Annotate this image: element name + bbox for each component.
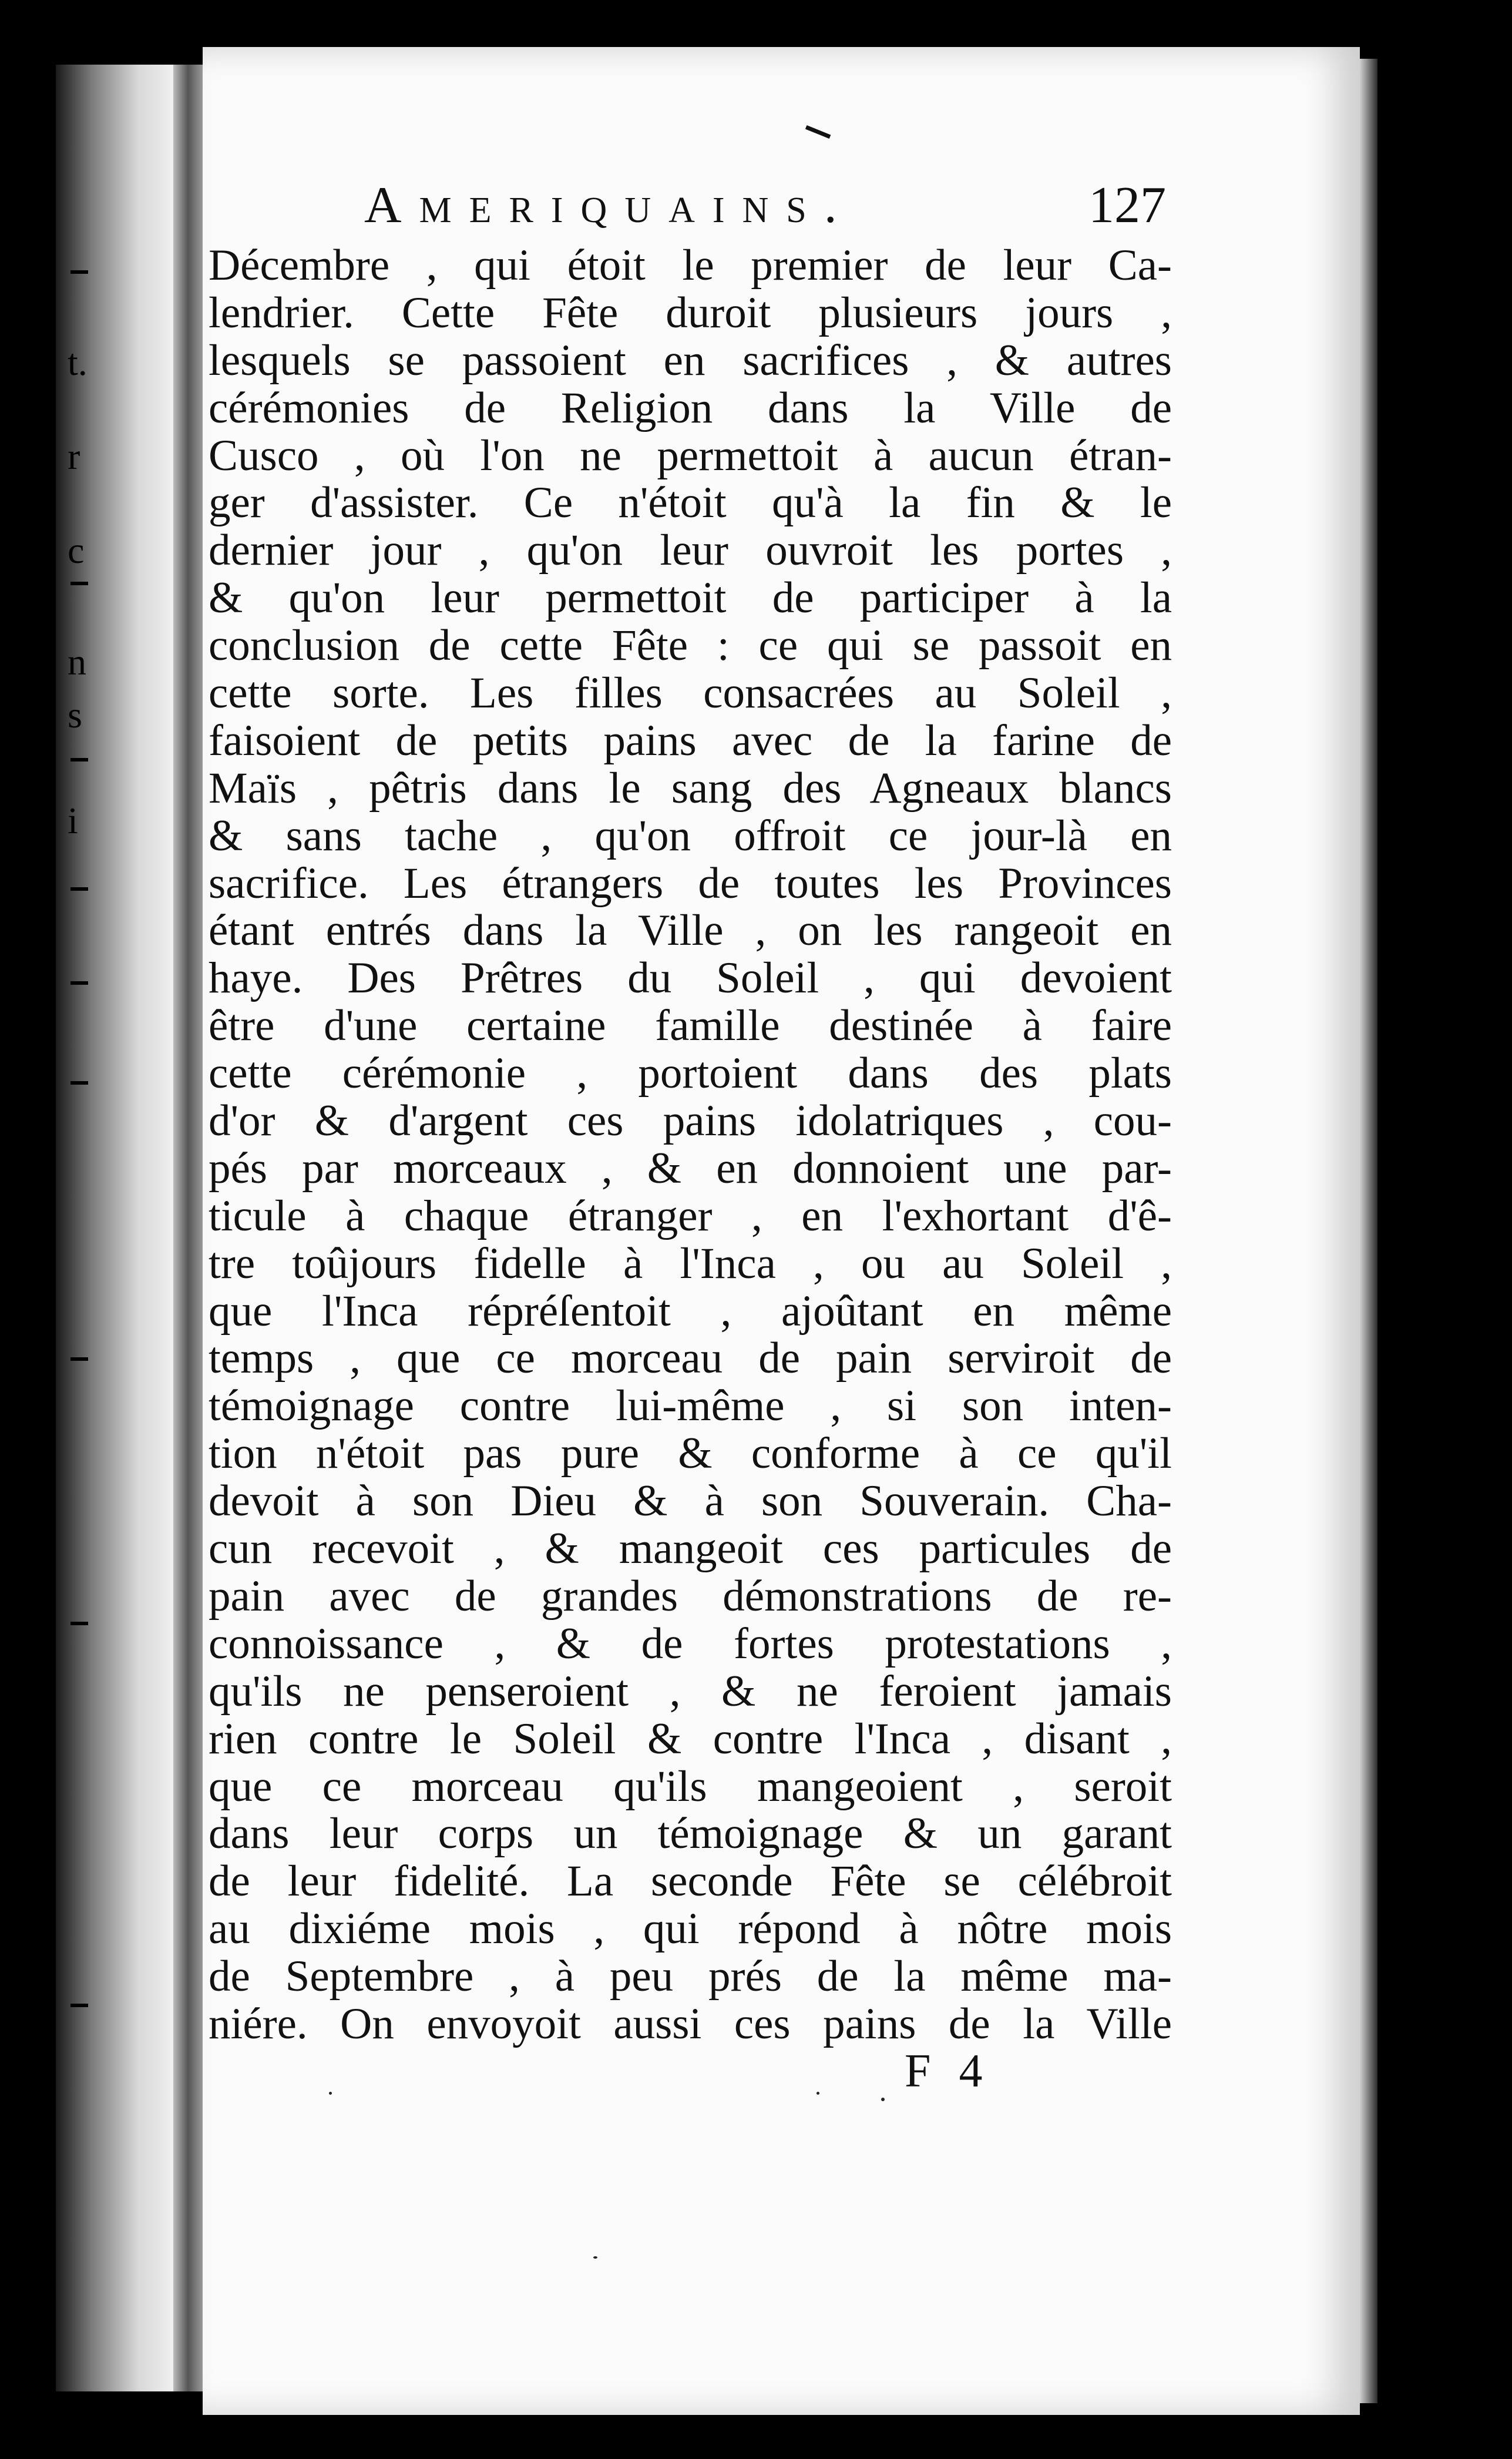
text-line: tre toûjours fidelle à l'Inca , ou au Soleil , bbox=[209, 1240, 1172, 1288]
text-line: dernier jour , qu'on leur ouvroit les portes , bbox=[209, 527, 1172, 575]
page-edge-shadow bbox=[1360, 59, 1377, 2403]
text-line: dans leur corps un témoignage & un garant bbox=[209, 1810, 1172, 1858]
text-line: cérémonies de Religion dans la Ville de bbox=[209, 384, 1172, 432]
text-line: ticule à chaque étranger , en l'exhortant d'ê- bbox=[209, 1192, 1172, 1240]
text-line: pain avec de grandes démonstrations de re- bbox=[209, 1572, 1172, 1621]
text-line: Cusco , où l'on ne permettoit à aucun étran- bbox=[209, 432, 1172, 480]
text-line: pés par morceaux , & en donnoient une par- bbox=[209, 1145, 1172, 1193]
previous-page-mark bbox=[70, 582, 88, 585]
text-line: cette cérémonie , portoient dans des plats bbox=[209, 1050, 1172, 1098]
text-line: sacrifice. Les étrangers de toutes les Provinces bbox=[209, 860, 1172, 908]
text-line: haye. Des Prêtres du Soleil , qui devoient bbox=[209, 955, 1172, 1003]
previous-page-mark bbox=[70, 1081, 88, 1085]
previous-page-mark bbox=[70, 758, 88, 761]
previous-page-mark bbox=[70, 887, 88, 891]
previous-page-mark bbox=[70, 1357, 88, 1361]
text-line: tion n'étoit pas pure & conforme à ce qu'il bbox=[209, 1430, 1172, 1478]
text-line: qu'ils ne penseroient , & ne feroient jamais bbox=[209, 1668, 1172, 1716]
text-line: étant entrés dans la Ville , on les rangeoit en bbox=[209, 907, 1172, 955]
text-line: faisoient de petits pains avec de la farine de bbox=[209, 717, 1172, 765]
page-number: 127 bbox=[1088, 177, 1166, 234]
previous-page-mark bbox=[70, 1622, 88, 1625]
previous-page-edge bbox=[56, 65, 173, 2391]
previous-page-fragment: r bbox=[68, 435, 80, 477]
text-line: d'or & d'argent ces pains idolatriques , cou- bbox=[209, 1098, 1172, 1145]
ink-speck bbox=[593, 2256, 597, 2259]
book-gutter bbox=[173, 65, 203, 2391]
text-line: cun recevoit , & mangeoit ces particules de bbox=[209, 1525, 1172, 1573]
text-line: & qu'on leur permettoit de participer à la bbox=[209, 575, 1172, 623]
text-line: de leur fidelité. La seconde Fête se célébroit bbox=[209, 1858, 1172, 1906]
text-line: que ce morceau qu'ils mangeoient , seroit bbox=[209, 1763, 1172, 1811]
text-line: lendrier. Cette Fête duroit plusieurs jours , bbox=[209, 289, 1172, 337]
text-line: temps , que ce morceau de pain serviroit de bbox=[209, 1335, 1172, 1383]
text-line: témoignage contre lui-même , si son inten- bbox=[209, 1383, 1172, 1431]
text-line: lesquels se passoient en sacrifices , & autres bbox=[209, 337, 1172, 385]
previous-page-mark bbox=[70, 2004, 88, 2007]
previous-page-fragment: n bbox=[68, 641, 86, 683]
text-line: cette sorte. Les filles consacrées au Soleil , bbox=[209, 670, 1172, 717]
previous-page-fragment: s bbox=[68, 694, 82, 736]
body-text bbox=[209, 242, 1172, 2048]
text-line: de Septembre , à peu prés de la même ma- bbox=[209, 1953, 1172, 2001]
previous-page-fragment: t. bbox=[68, 341, 88, 383]
previous-page-fragment: c bbox=[68, 529, 85, 571]
text-line: devoit à son Dieu & à son Souverain. Cha- bbox=[209, 1478, 1172, 1526]
running-head bbox=[209, 170, 1172, 241]
ink-speck bbox=[817, 2092, 819, 2095]
text-line: que l'Inca répréſentoit , ajoûtant en même bbox=[209, 1287, 1172, 1336]
signature-mark: F 4 bbox=[905, 2045, 991, 2097]
running-head-title: Ameriquains. bbox=[364, 177, 855, 234]
text-line: niére. On envoyoit aussi ces pains de la Ville bbox=[209, 2000, 1172, 2048]
text-line: au dixiéme mois , qui répond à nôtre mois bbox=[209, 1906, 1172, 1954]
text-line: ger d'assister. Ce n'étoit qu'à la fin & le bbox=[209, 479, 1172, 528]
text-line: conclusion de cette Fête : ce qui se passoit en bbox=[209, 622, 1172, 670]
previous-page-mark bbox=[70, 270, 88, 274]
text-line: Décembre , qui étoit le premier de leur Ca- bbox=[209, 242, 1172, 290]
previous-page-fragment: i bbox=[68, 800, 78, 841]
text-line: être d'une certaine famille destinée à faire bbox=[209, 1002, 1172, 1051]
text-line: connoissance , & de fortes protestations , bbox=[209, 1620, 1172, 1668]
text-line: & sans tache , qu'on offroit ce jour-là en bbox=[209, 812, 1172, 860]
text-line: rien contre le Soleil & contre l'Inca , disant , bbox=[209, 1715, 1172, 1763]
ink-speck bbox=[329, 2092, 332, 2095]
ink-speck bbox=[881, 2098, 885, 2101]
previous-page-mark bbox=[70, 981, 88, 985]
text-line: Maïs , pêtris dans le sang des Agneaux blancs bbox=[209, 764, 1172, 813]
